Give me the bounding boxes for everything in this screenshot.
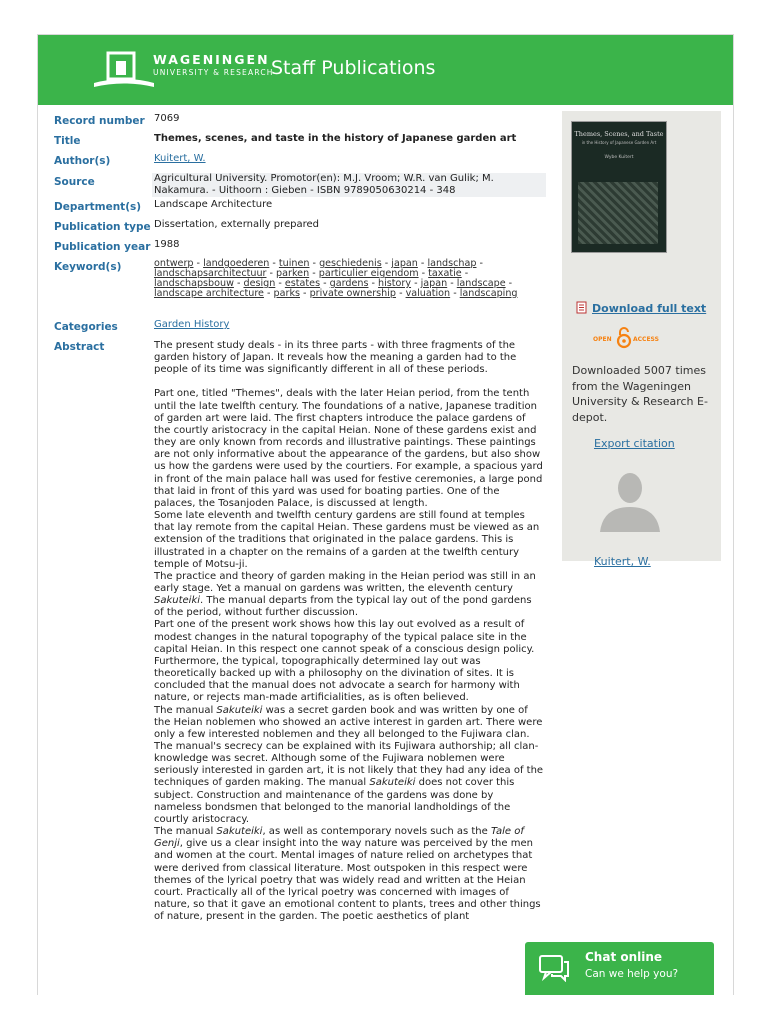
book-cover[interactable] <box>571 121 667 253</box>
brand-line2: UNIVERSITY & RESEARCH <box>153 68 274 77</box>
abstract-paragraph: Part one of the present work shows how this lay out evolved as a result of modest changes in the natural topography of the typical palace site in the capital Heian. In this respect one cannot speak of a conscious design policy. Furthermore, the typical, topographically determined lay out was theoretically backed up with a philosophy on the divination of sites. It is concluded that the manual does not advocate a search for harmony with nature, or rejects man-made artificialities, as is often believed. <box>154 619 535 704</box>
open-access-right: ACCESS <box>633 336 659 343</box>
keyword-link[interactable]: ontwerp <box>154 258 194 269</box>
keywords-list: ontwerp - landgoederen - tuinen - geschiedenis - japan - landschap - landschapsarchitectuur - parken - particulier eigendom - taxatie - landschapsbouw - design - estates - gardens - history - japan - landscape - landscape architecture - parks - private ownership - valuation - landscaping <box>154 258 518 299</box>
keyword-link[interactable]: parken <box>276 268 310 279</box>
department-label: Department(s) <box>54 201 142 213</box>
abstract-paragraph: The manual Sakuteiki was a secret garden book and was written by one of the Heian noblemen who showed an active interest in garden art. There were only a few interested noblemen and they all belonged to the Fujiwara clan. The manual's secrecy can be explained with its Fujiwara authorship; all clan-knowledge was secret. Although some of the Fujiwara noblemen were seriously interested in garden art, it is not likely that they had any idea of the techniques of garden making. The manual Sakuteiki does not cover this subject. Construction and maintenance of the gardens was done by nameless bondsmen that belonged to the manorial landholdings of the courtly aristocracy. <box>154 704 544 825</box>
keyword-link[interactable]: landscape architecture <box>154 288 264 299</box>
department-value: Landscape Architecture <box>154 199 273 210</box>
keywords-label: Keyword(s) <box>54 261 122 273</box>
title-label: Title <box>54 135 81 147</box>
keyword-link[interactable]: parks <box>273 288 300 299</box>
download-label[interactable]: Download full text <box>592 302 707 315</box>
open-access-badge <box>593 326 663 350</box>
categories-label: Categories <box>54 321 118 333</box>
author-avatar-icon <box>595 469 665 532</box>
abstract-paragraph: The present study deals - in its three parts - with three fragments of the garden history of Japan. It reveals how the meaning a garden had to the people of its time was significantly different in all of these periods. <box>154 340 517 376</box>
keyword-link[interactable]: design <box>243 278 276 289</box>
site-header <box>38 35 733 105</box>
cover-subtitle: in the History of Japanese Garden Art <box>581 140 657 145</box>
source-label: Source <box>54 176 95 188</box>
chat-bubble-icon <box>538 954 570 982</box>
keyword-link[interactable]: japan <box>420 278 448 289</box>
download-full-text-link[interactable] <box>576 301 706 315</box>
keyword-link[interactable]: landscaping <box>459 288 518 299</box>
wur-logo-icon[interactable] <box>94 49 154 91</box>
keyword-link[interactable]: landschap <box>427 258 477 269</box>
publication-type-label: Publication type <box>54 221 151 233</box>
keyword-link[interactable]: landschapsarchitectuur <box>154 268 267 279</box>
brand-text <box>153 52 274 77</box>
record-number-value: 7069 <box>154 113 180 124</box>
title-value: Themes, scenes, and taste in the history of Japanese garden art <box>154 133 517 144</box>
cover-image <box>578 182 658 244</box>
record-number-label: Record number <box>54 115 145 127</box>
keyword-link[interactable]: geschiedenis <box>319 258 382 269</box>
abstract-label: Abstract <box>54 341 105 353</box>
site-title[interactable]: Staff Publications <box>271 57 436 79</box>
export-citation-link[interactable]: Export citation <box>594 437 675 450</box>
abstract-paragraph: The manual Sakuteiki, as well as contemporary novels such as the Tale of Genji, give us a clear insight into the way nature was perceived by the men and women at the court. Mental images of nature relied on archetypes that were derived from classical literature. Most outspoken in this respect were themes of the lyrical poetry that was widely read and written at the Heian court. Practically all of the lyrical poetry was concerned with images of nature, so that it gave an emotional content to plants, trees and other things of nature, present in the garden. The poetic aesthetics of plant <box>154 826 541 923</box>
keyword-link[interactable]: landscape <box>456 278 506 289</box>
author-value <box>154 153 544 165</box>
cover-title: Themes, Scenes, and Taste <box>574 130 664 138</box>
keyword-link[interactable]: history <box>378 278 412 289</box>
abstract-text <box>154 340 544 923</box>
page-frame <box>37 34 734 995</box>
keyword-link[interactable]: landgoederen <box>203 258 270 269</box>
abstract-paragraph: Some late eleventh and twelfth century gardens are still found at temples that lay remote from the capital Heian. These gardens must be viewed as an extension of the traditions that originated in the palace gardens. This is illustrated in a chapter on the remains of a garden at the twelfth century temple of Motsu-ji. <box>154 510 540 570</box>
keyword-link[interactable]: landschapsbouw <box>154 278 234 289</box>
open-access-left: OPEN <box>593 336 612 343</box>
source-value: Agricultural University. Promotor(en): M.J. Vroom; W.R. van Gulik; M. Nakamura. - Uithoorn : Gieben - ISBN 9789050630214 - 348 <box>152 173 546 197</box>
abstract-paragraph: The practice and theory of garden making in the Heian period was still in an early stage. Yet a manual on gardens was written, the eleventh century Sakuteiki. The manual departs from the typical lay out of the pond gardens of the period, without further discussion. <box>154 570 536 619</box>
authors-label: Author(s) <box>54 155 111 167</box>
chat-title[interactable]: Chat online <box>585 950 663 964</box>
keyword-link[interactable]: estates <box>284 278 321 289</box>
keyword-link[interactable]: tuinen <box>278 258 310 269</box>
brand-line1: WAGENINGEN <box>153 52 270 67</box>
keyword-link[interactable]: taxatie <box>428 268 462 279</box>
category-link[interactable]: Garden History <box>154 319 230 330</box>
chat-subtitle: Can we help you? <box>585 968 679 980</box>
sidebar-author-link[interactable]: Kuitert, W. <box>594 555 651 568</box>
publication-year-label: Publication year <box>54 241 151 253</box>
publication-year-value: 1988 <box>154 239 180 250</box>
document-download-icon <box>576 301 588 314</box>
publication-type-value: Dissertation, externally prepared <box>154 219 320 230</box>
sidebar <box>562 111 721 568</box>
keyword-link[interactable]: japan <box>391 258 418 269</box>
download-count-text: Downloaded 5007 times from the Wageningen University & Research E-depot. <box>572 364 708 424</box>
cover-author: Wybe Kuitert <box>604 155 634 160</box>
keyword-link[interactable]: particulier eigendom <box>318 268 419 279</box>
abstract-paragraph: Part one, titled "Themes", deals with the later Heian period, from the tenth until the late twelfth century. The foundations of a native, Japanese tradition of garden art were laid. The first chapters introduce the palace gardens of the courtly aristocracy in the capital Heian. None of these gardens exist and they are only known from records and illustrative paintings. These paintings are not only informative about the appearance of the gardens, but also show us how the gardens were used by the courtiers. For example, a spacious yard in front of the main palace hall was used for festive ceremonies, a large pond that laid in front of this yard was used for boating parties. One of the palaces, the Tosanjoden Palace, is discussed at length. <box>154 388 543 509</box>
keyword-link[interactable]: gardens <box>329 278 369 289</box>
author-link[interactable]: Kuitert, W. <box>154 153 206 164</box>
chat-widget[interactable] <box>525 942 714 995</box>
keyword-link[interactable]: valuation <box>405 288 451 299</box>
keyword-link[interactable]: private ownership <box>309 288 397 299</box>
